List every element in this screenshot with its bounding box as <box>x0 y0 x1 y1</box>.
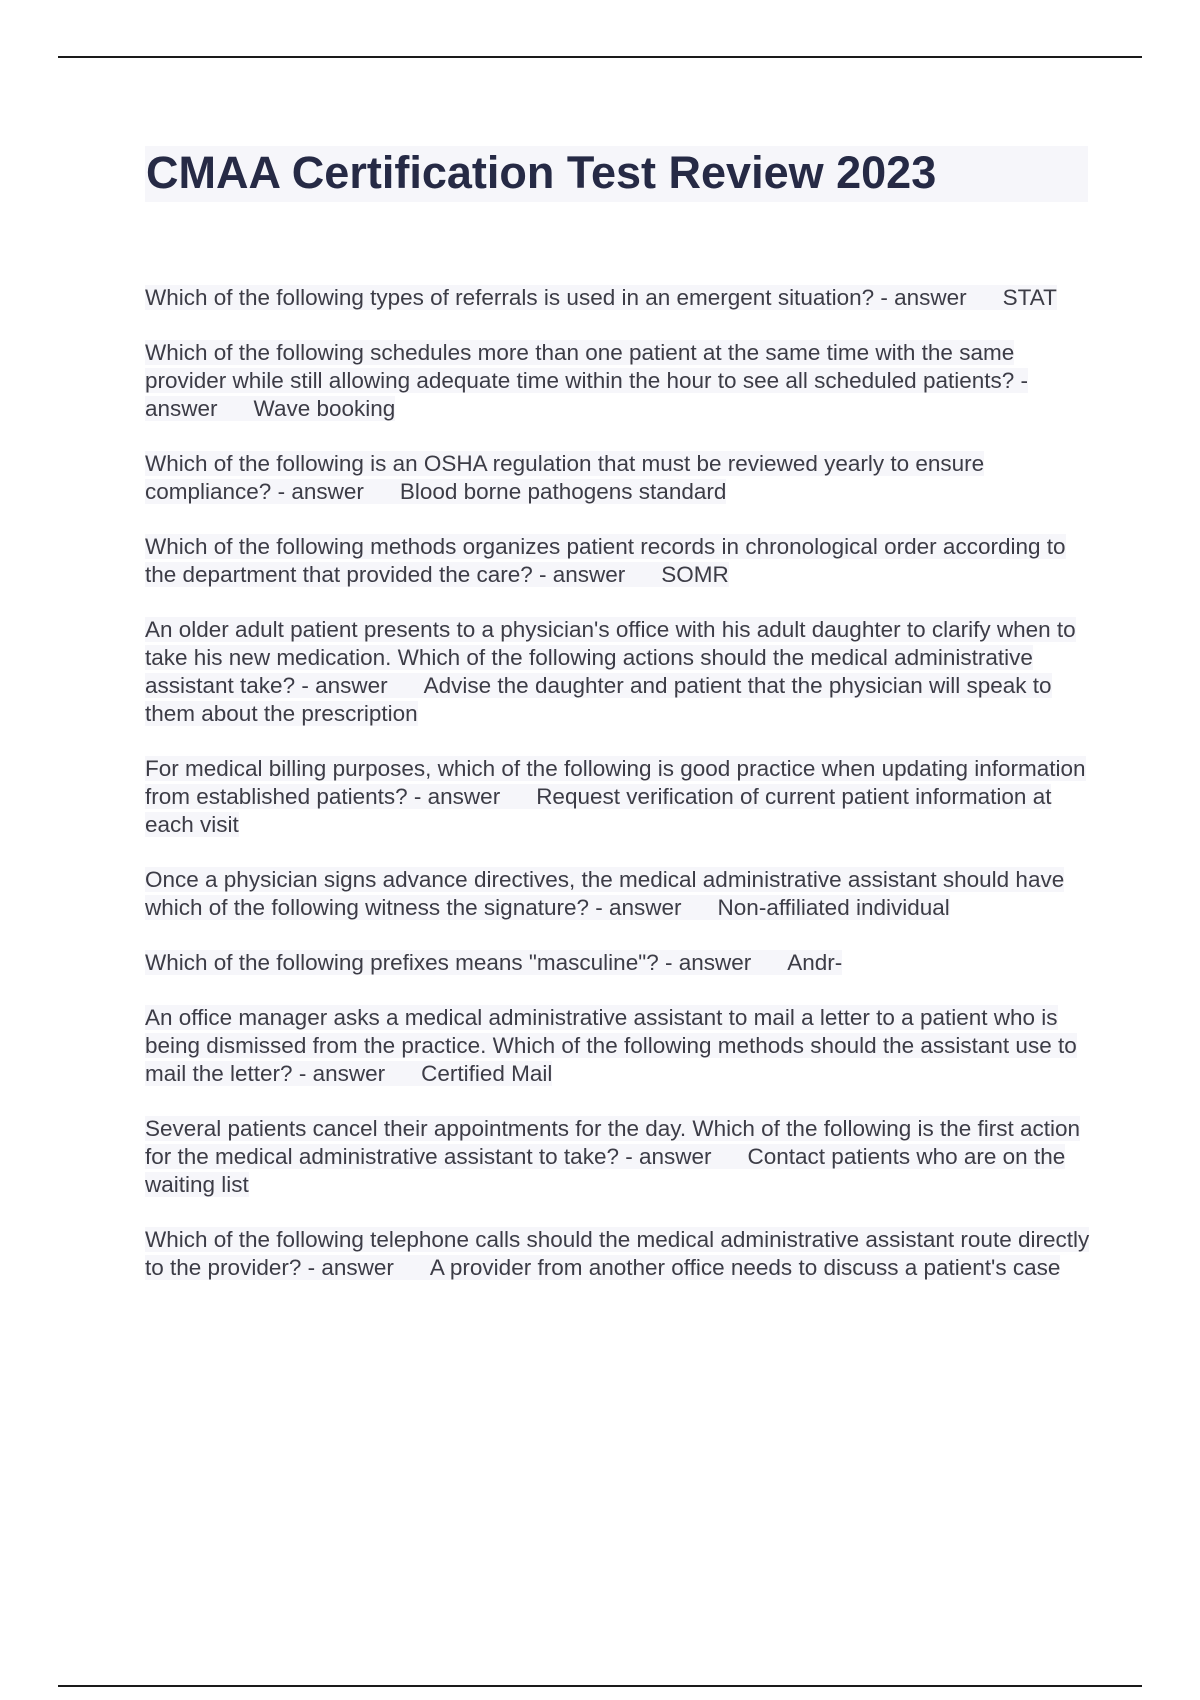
answer-text: Wave booking <box>253 396 396 421</box>
answer-text: A provider from another office needs to discuss a patient's case <box>429 1255 1061 1280</box>
qa-list <box>145 284 1090 1309</box>
answer-text: Certified Mail <box>421 1061 553 1086</box>
qa-item-10 <box>145 1115 1090 1199</box>
answer-label: - answer <box>658 950 752 975</box>
question-text: Which of the following prefixes means "masculine"? <box>145 950 659 975</box>
qa-item-9 <box>145 1004 1090 1088</box>
qa-item-1 <box>145 284 1090 312</box>
qa-item-6 <box>145 755 1090 839</box>
answer-text: SOMR <box>661 562 729 587</box>
question-text: An office manager asks a medical administrative assistant to mail a letter to a patient who is being dismissed from the practice. Which of the following methods should the assistant use to mail the letter? <box>145 1005 1077 1086</box>
question-text: Which of the following is an OSHA regulation that must be reviewed yearly to ensure compliance? <box>145 451 985 504</box>
answer-label: - answer <box>301 1255 394 1280</box>
qa-item-4 <box>145 533 1090 589</box>
qa-item-8 <box>145 949 1090 977</box>
answer-text: Advise the daughter and patient that the physician will speak to them about the prescription <box>145 673 1052 726</box>
question-text: Which of the following schedules more than one patient at the same time with the same provider while still allowing adequate time within the hour to see all scheduled patients? <box>145 340 1015 393</box>
question-text: Once a physician signs advance directives, the medical administrative assistant should have which of the following witness the signature? <box>145 867 1065 920</box>
answer-label: - answer <box>532 562 626 587</box>
answer-text: STAT <box>1002 285 1057 310</box>
answer-text: Non-affiliated individual <box>717 895 950 920</box>
question-text: Which of the following telephone calls should the medical administrative assistant route directly to the provider? <box>145 1227 1090 1280</box>
question-text: Several patients cancel their appointments for the day. Which of the following is the first action for the medical administrative assistant to take? <box>145 1116 1081 1169</box>
page-title: CMAA Certification Test Review 2023 <box>146 147 937 198</box>
answer-label: - answer <box>292 1061 386 1086</box>
qa-item-5 <box>145 616 1090 728</box>
question-text: Which of the following methods organizes patient records in chronological order according to the department that provided the care? <box>145 534 1066 587</box>
answer-label: - answer <box>407 784 501 809</box>
qa-item-11 <box>145 1226 1090 1282</box>
answer-label: - answer <box>271 479 364 504</box>
question-text: An older adult patient presents to a physician's office with his adult daughter to clarify when to take his new medication. Which of the following actions should the medical administrative assistant take? <box>145 617 1076 698</box>
answer-label: - answer <box>618 1144 712 1169</box>
qa-item-7 <box>145 866 1090 922</box>
bottom-rule <box>58 1685 1142 1687</box>
question-text: Which of the following types of referrals is used in an emergent situation? <box>145 285 875 310</box>
answer-text: Request verification of current patient information at each visit <box>145 784 1052 837</box>
answer-label: - answer <box>145 368 1029 421</box>
question-text: For medical billing purposes, which of the following is good practice when updating information from established patients? <box>145 756 1086 809</box>
answer-label: - answer <box>295 673 388 698</box>
top-rule <box>58 56 1142 58</box>
answer-label: - answer <box>589 895 682 920</box>
answer-text: Blood borne pathogens standard <box>399 479 727 504</box>
answer-text: Contact patients who are on the waiting list <box>145 1144 1066 1197</box>
qa-item-3 <box>145 450 1090 506</box>
qa-item-2 <box>145 339 1090 423</box>
answer-label: - answer <box>874 285 967 310</box>
answer-text: Andr- <box>787 950 843 975</box>
